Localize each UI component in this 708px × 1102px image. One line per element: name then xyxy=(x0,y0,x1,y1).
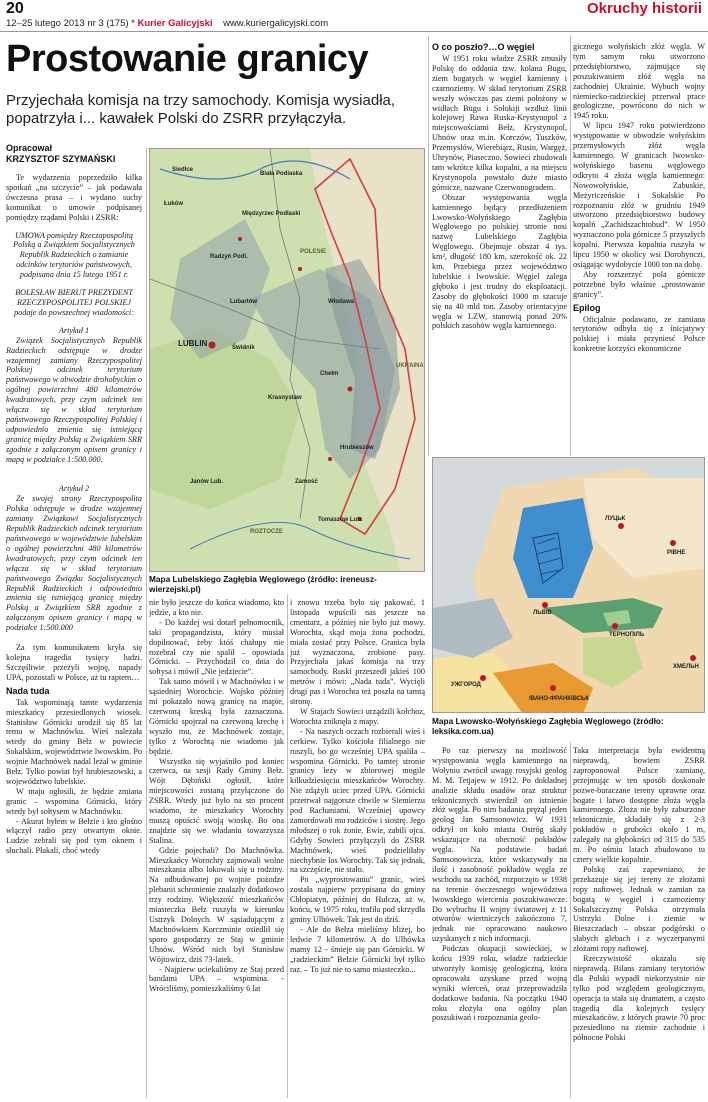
map-label: UKRAINA xyxy=(396,363,424,369)
paragraph: - Do każdej wsi dotarł pełnomocnik, taki propagandzista, który musiał dopilnować, żeby któś chałupy nie rozebrał czy nie spalił – opowiada Górnicki. – Przychodził co dnia do sołtysa i mówił „Nie jedziecie”. xyxy=(149,617,284,677)
byline-name: KRZYSZTOF SZYMAŃSKI xyxy=(6,154,116,164)
map-label: Tomaszów Lub. xyxy=(318,517,363,523)
map-label: ХМЕЛЬН xyxy=(673,664,699,670)
section-title: Okruchy historii xyxy=(586,0,702,17)
article-title: Prostowanie granicy xyxy=(6,38,369,80)
column-4-bottom xyxy=(432,746,567,1098)
map-label: ІВАНО-ФРАНКІВСЬК xyxy=(529,696,590,702)
map-label: Janów Lub. xyxy=(190,479,223,485)
paragraph: W lipcu 1947 roku potwierdzono występowanie w obwodzie wołyńskim przemysłowych złóż węgla kamiennego. W granicach lwowsko-wołyńskiego basenu węglowego odkryto 4 złoża węgla kamiennego: Nowowołyńskie, Zabuskie, Meżyriczeńskie i Sokalskie Po rozpoznaniu złóż w grudniu 1949 utworzono przedsiębiorstwo budowy kopalń „Zachidszachtobud”. W 1950 wyznaczono pola górnicze 5 przyszłych kopalni. Pierwsza kopalnia ruszyła w lipcu 1950 w okolicy wsi Dorohynczi, osiągając wydobycie 1000 ton na dobę. xyxy=(573,121,705,269)
column-divider xyxy=(428,36,429,456)
column-2 xyxy=(149,598,284,1098)
paragraph: - Ale do Bełza mieliśmy bliżej, bo ledwie 7 kilometrów. A do Ulhówka mamy 12 - śmieje się pan Górnicki. W „radzieckim” Bełzie Górnicki był tylko raz. – To już nie to samo miasteczko... xyxy=(290,924,425,974)
issue-date: 12–25 lutego 2013 nr 3 (175) * xyxy=(6,18,138,29)
map-label: Świdnik xyxy=(232,345,255,351)
map-label: РІВНЕ xyxy=(667,550,686,556)
article-2-text: Ze swojej strony Rzeczypospolita Polska odstępuje w drodze wzajemnej zamiany Związkowi Socjalistycznych Republik Radzieckich odcinek terytorium państwowego w województwie lubelskim o ogólnej powierzchni 480 kilometrów kwadratowych, przy czym odcinek ten włącza się w skład terytorium państwowego Związku Socjalistycznych Republik Radzieckich i odpowiednio zmienia się istniejącą granicę między Polską a Związkiem SRR zgodnie z załączonym opisem granicy i mapą w podziałce 1:500.000 xyxy=(6,494,142,633)
column-divider xyxy=(570,742,571,1098)
column-4 xyxy=(432,42,567,454)
paragraph: Taka interpretacja była ewidentną nieprawdą, bowiem ZSRR zaproponował Polsce zamianę, przejmując w ten sposób doskonałe pozwe-buraczane tereny uprawne oraz bogate i łatwo dostępne złoża węgla kamiennego. Złoża nie były zaburzone tektonicznie, składały się z 2-3 pokładów o grubości około 1 m, zalegały na głębokości od 315 do 535 m. Po ośmiu latach zbudowano tu cztery wielkie kopalnie. xyxy=(573,746,705,864)
page-number: 20 xyxy=(6,0,24,17)
header-divider xyxy=(0,31,708,32)
issue-line xyxy=(6,18,328,29)
column-5-bottom xyxy=(573,746,705,1098)
map-label: Biała Podlaska xyxy=(260,171,303,177)
map-label: ЛЬВІВ xyxy=(533,610,552,616)
column-divider xyxy=(146,148,147,1098)
map-label: ТЕРНОПІЛЬ xyxy=(609,632,645,638)
paragraph: Wszystko się wyjaśniło pod koniec czerwca, na sesji Rady Gminy Bełz. Wójt Dębiński ogłosił, które miejscowości zostaną przyłączone do ZSRR. Wtedy już było na sto procent wiadomo, że mieszkańcy Worochty muszą opuścić swoją wioskę. Bo ona znajdzie się we władaniu towarzysza Stalina. xyxy=(149,756,284,845)
article-2-heading: Artykuł 2 xyxy=(58,484,90,494)
column-3 xyxy=(290,598,425,1098)
paragraph: i znowu trzeba było się pakować. 1 listopada wpuścili nas jeszcze na cmentarz, a później nie było już mowy. Worochta, skąd moja żona pochodzi, miała zostać przy Polsce. Granica była już wyznaczona, zrobione pasy. Przyjechała jakaś komisja na trzy samochody. Ruski przeszedł jakieś 100 metrów i mówi: „Nada tuda”. Wycięli drugi pas i Worochta też poszła na tamtą stronę. xyxy=(290,598,425,707)
treaty-title: UMOWA pomiędzy Rzeczapospolitą Polską a Związkiem Socjalistycznych Republik Radzieckich o zamianie odcinków terytoriów państwowych, podpisana dnia 15 lutego 1951 r. xyxy=(13,230,135,280)
paragraph: nie było jeszcze do końca wiadomo, kto jedzie, a kto nie. xyxy=(149,598,284,617)
paragraph: Tak samo mówił i w Machnówku i w sąsiedniej Worochcie. Wojsko później mi pokazało nową granicę na mapie, czerwoną kreską była zaznaczona. Górnicki spojrzał na czerwoną krechę i wyszło mu, że Machnówek zostaje, tylko z Worochtą nie wiadomo jak będzie. xyxy=(149,677,284,756)
map-label: ROZTOCZE xyxy=(250,529,283,535)
article-1-text: Związek Socjalistycznych Republik Radzieckich odstępuje w drodze wzajemnej zamiany Rzeczypospolitej Polskiej odcinek terytorium państwowego w obwodzie drohobyckim o ogólnej powierzchni 480 kilometrów kwadratowych, przy czym odcinek ten włącza się w skład terytorium państwowego Rzeczypospolitej Polskiej i odpowiednio zmienia się istniejącą granicę między Polską a Związkiem SRR zgodnie z załączonym opisem granicy i mapą w podziałce 1:500.000. xyxy=(6,335,142,464)
column-divider xyxy=(287,595,288,1098)
map-lviv-graphic xyxy=(433,458,705,713)
map-label: Lubartów xyxy=(230,299,257,305)
paragraph: Aby rozszerzyć pola górnicze potrzebne było właśnie „prostowanie granicy”. xyxy=(573,269,705,299)
map-label: Radzyń Podl. xyxy=(210,254,248,260)
byline-role: Opracował xyxy=(6,143,53,153)
paragraph: Obszar występowania węgla kamiennego będący przedłużeniem Lwowsko-Wołyńskiego Zagłębia Węglowego po polskiej stronie nosi nazwę Lubelskiego Zagłębia Węglowego. Obejmuje obszar 4 tys. km², długość 180 km, szerokość ok. 22 km. Przebiega przez województwo lubelskie i lwowskie. Węgiel zalega głęboko i jest trudny do eksploatacji. Zasoby do głębokości 1000 m szacuje się na 40 mld ton. Zasoby orientacyjne węgla w LZW, stanowią ponad 20% polskich zasobów węgla kamiennego. xyxy=(432,192,567,331)
map-label: ЛУЦЬК xyxy=(605,516,626,522)
paragraph: - Akurat byłem w Bełzie i kto głośno włączył radio przy otwartym oknie. Ludzie zebrali się pod tym oknem i słuchali. Płakali, choć wtedy xyxy=(6,816,142,856)
paragraph: Po „wyprostowaniu” granic, wieś została najpierw przypisana do gminy Chłopiatyn, później do Hulcza, aż w, końcu, w 1975 roku, trafiła pod skrzydła gminy Ulhówek. Tak jest do dziś. xyxy=(290,875,425,924)
paragraph: - Najpierw uciekaliśmy ze Staj przed bandami UPA – wspomina. - Wróciliśmy, pomieszkaliśmy 6 lat xyxy=(149,964,284,994)
map-label: POLESIE xyxy=(300,249,327,255)
map-label: LUBLIN xyxy=(178,339,208,348)
subheading-nada-tuda: Nada tuda xyxy=(6,685,50,696)
website-link[interactable]: www.kuriergalicyjski.com xyxy=(223,18,329,29)
paragraph: Rzeczywistość okazała się nieprawdą. Bilans zamiany terytoriów dla Polski wypadł niekorzystnie nie tylko pod względem geologicznym, operacja ta stała się dramatem, a często tragedią dla kolejnych tysięcy mieszkańców, z których prawie 70 proc przesiedlono na ziemie zachodnie i północne Polski xyxy=(573,954,705,1043)
publication-name: Kurier Galicyjski xyxy=(137,18,213,29)
paragraph: Te wydarzenia poprzedziło kilka spotkań „na szczycie” – jak podawała ówczesna prasa – i wydano suchy komunikat o umowie podpisanej pomiędzy rządami Polski i ZSRR: xyxy=(6,173,142,222)
paragraph: Podczas okupacji sowieckiej, w końcu 1939 roku, władze radzieckie utworzyły komisję geologiczną, która opracowała uzyskane przed wojną wyniki wierceń, oraz przeprowadziła dodatkowe badania. Na początku 1940 roku złożyła ona ogólny plan poszukiwań i rozpoznania geolo- xyxy=(432,944,567,1023)
article-lead: Przyjechała komisja na trzy samochody. Komisja wysiadła, popatrzyła i... kawałek Polski do ZSRR przyłączyła. xyxy=(6,92,396,127)
paragraph: Polskę zaś zapewniano, że przekazuje się jej tereny ze złożami ropy naftowej. Jednak w zamian za bogatą w węgiel i czarnoziemy Sokalszczyznę Polska otrzymała Ustrzyki Dolne i ziemie w Bieszczadach – obszar podgórski o słabych glebach i z wyczerpanymi złożami ropy naftowej. xyxy=(573,864,705,954)
map-lublin-coal-basin xyxy=(149,148,425,572)
column-5 xyxy=(573,42,705,454)
column-divider xyxy=(570,36,571,456)
subheading-coal: O co poszło?…O węgiel xyxy=(432,42,535,52)
paragraph: Oficjalnie podawano, ze zamiana terytoriów odbyła się z inicjatywy polskiej i miała przyniesć Polsce konkretne korzyści ekonomiczne xyxy=(573,314,705,354)
map-label: Włodawa xyxy=(328,299,355,305)
subheading-epilog: Epilog xyxy=(573,302,601,313)
map-label: Łuków xyxy=(164,201,183,207)
map1-caption: Mapa Lubelskiego Zagłębia Węglowego (źródło: ireneusz-wierzejski.pl) xyxy=(149,574,377,594)
column-1 xyxy=(6,143,142,1098)
paragraph: W maju ogłosili, że będzie zmiana granic – wspomina Górnicki, który wtedy był sołtysem w Machnówku. xyxy=(6,786,142,816)
paragraph: W 1951 roku władze ZSRR zmusiły Polskę do oddania tzw. kolana Bugu, ziem bogatych w węgiel kamienny i czarnoziemy. W skład terytorium ZSRR weszły wówczas pas ziemi położony w widłach Bugu i Sołokiji wzdłuż linii kolejowej Rawa Ruska-Krystynopol z miejscowościami Bełz, Krystynopol, Uhnów oraz m.in. Korczów, Tuszków, Przemysłów, Wierebiąrz, Rusin, Wargęż, Uhrynów, Piaseczno. Sowieci zbudowali tam wkrótce kilka kopalni, a na miejscu Krystynopola powstało duże miasto górnicze, nazwane Czerwonogradem. xyxy=(432,54,567,192)
map-label: Krasnystaw xyxy=(268,395,302,401)
map-lviv-volyn-coal-basin xyxy=(432,457,705,713)
treaty-president: BOLESŁAW BIERUT PREZYDENT RZECZYPOSPOLITEJ POLSKIEJ podaje do powszechnej wiadomości: xyxy=(14,288,134,317)
map-label: Zamość xyxy=(295,479,318,485)
paragraph: W Stajach Sowieci urządzili kołchoz, Worochta zniknęła z mapy. xyxy=(290,706,425,726)
map-label: Hrubieszów xyxy=(340,445,374,451)
paragraph: - Na naszych oczach rozbierali wieś i cerkiew. Tylko kościoła filialnego nie ruszyli, bo go wcześniej UPA spaliła – wspomina Górnicki. Po tamtej stronie granicy leży w zbiorowej mogile kilkudziesięciu mieszkańców Worochty. Nie zdążyli uciec przed UPA. Górnicki przetrwał najgorsze chwile w Siemierzu pod Rachaniami. Wcześniej upowcy zamordowali mu rodziców i siostrę. Jego młodszej o rok żonie, Ewie, zabili ojca. Gdyby Sowieci przyłączyli do ZSRR Machnówek, wieś podzieliłaby niechybnie los Worochty. Tak się jednak, na szczęście, nie stało. xyxy=(290,726,425,875)
paragraph: Po raz pierwszy na możliwość występowania węgla kamiennego na Wołyniu zwrócił uwagę rosyjski geolog M. M. Tetjajew w 1912. Po dokładnej analizie składu osadów oraz struktur tektonicznych stwierdził on istnienie złóż węgla. Po nim badania prężąl jeden geolog Jan Samsonowicz. W 1931 odkrył on koło miasta Ostróg skały wskazujące na obecność pokładów węgla. Na podstawie badań Samsonowicza, które wskazywały na ilość i zasobność pokładów węgla ze wschodu na zachód, rozpoczęto w 1938 na terenie ówczesnego województwa lwowskiego wiercenia poszukiwawcze. Do wybuchu II wojny światowej z 11 otworów wiertniczych zakończono 7, jednak nie opracowano naukowo uzyskanych z nich informacji. xyxy=(432,746,567,944)
map-label: Międzyrzec Podlaski xyxy=(242,211,301,217)
map-label: Siedlce xyxy=(172,167,194,173)
paragraph: Gdzie pojechali? Do Machnówka. Mieszkańcy Worochty zajmowali wolne mieszkania albo lokowali się u rodziny. Na odbudowanej po wojnie pożodze plebanii schronienie znalazły dodatkowo trzy rodziny. Większość mieszkańców miasteczka Bełz ruszyła w kierunku Ustrzyk Dolnych. W sąsiadującym z Machnówkiem Korczminie osiedlił się sporo gospodarzy ze Staj w gminie Uhnów. Wśród nich był Stanisław Wójtowicz, dziś 73-latek. xyxy=(149,845,284,964)
paragraph: gicznego wołyńskich złóż węgla. W tym samym roku utworzono przedsiębiorstwo, zajmujące się poszukiwaniem złóż węgla na zachodniej Ukrainie. Wybuch wojny niemiecko-radzieckiej przerwał prace geologiczne, powrócono do nich w 1945 roku. xyxy=(573,42,705,121)
article-1-heading: Artykuł 1 xyxy=(58,325,90,335)
map-label: УЖГОРОД xyxy=(451,682,481,688)
map-label: Chełm xyxy=(320,371,339,377)
map2-caption: Mapa Lwowsko-Wołyńskiego Zagłębia Węglowego (źródło: leksika.com.ua) xyxy=(432,716,664,736)
paragraph: Tak wspominają tamte wydarzenia mieszkańcy przesiedlonych wiosek. Stanisław Górnicki urodził się 85 lat temu w Machnówku. Wieś należała wtedy do gminy Bełz w powiecie Sokalskim, województwie lwowskim. Po wojnie Machnówek nadal leżał w gminie Bełz. Tylko powiat był hrubieszowski, a województwo lubelskie. xyxy=(6,697,142,786)
paragraph: Za tym komunikatem kryła się kolejna tragedia tysięcy ludzi. Szczęśliwie przeżyli wojnę, napady UPA, pozostali w Polsce, aż tu raptem… xyxy=(6,643,142,682)
